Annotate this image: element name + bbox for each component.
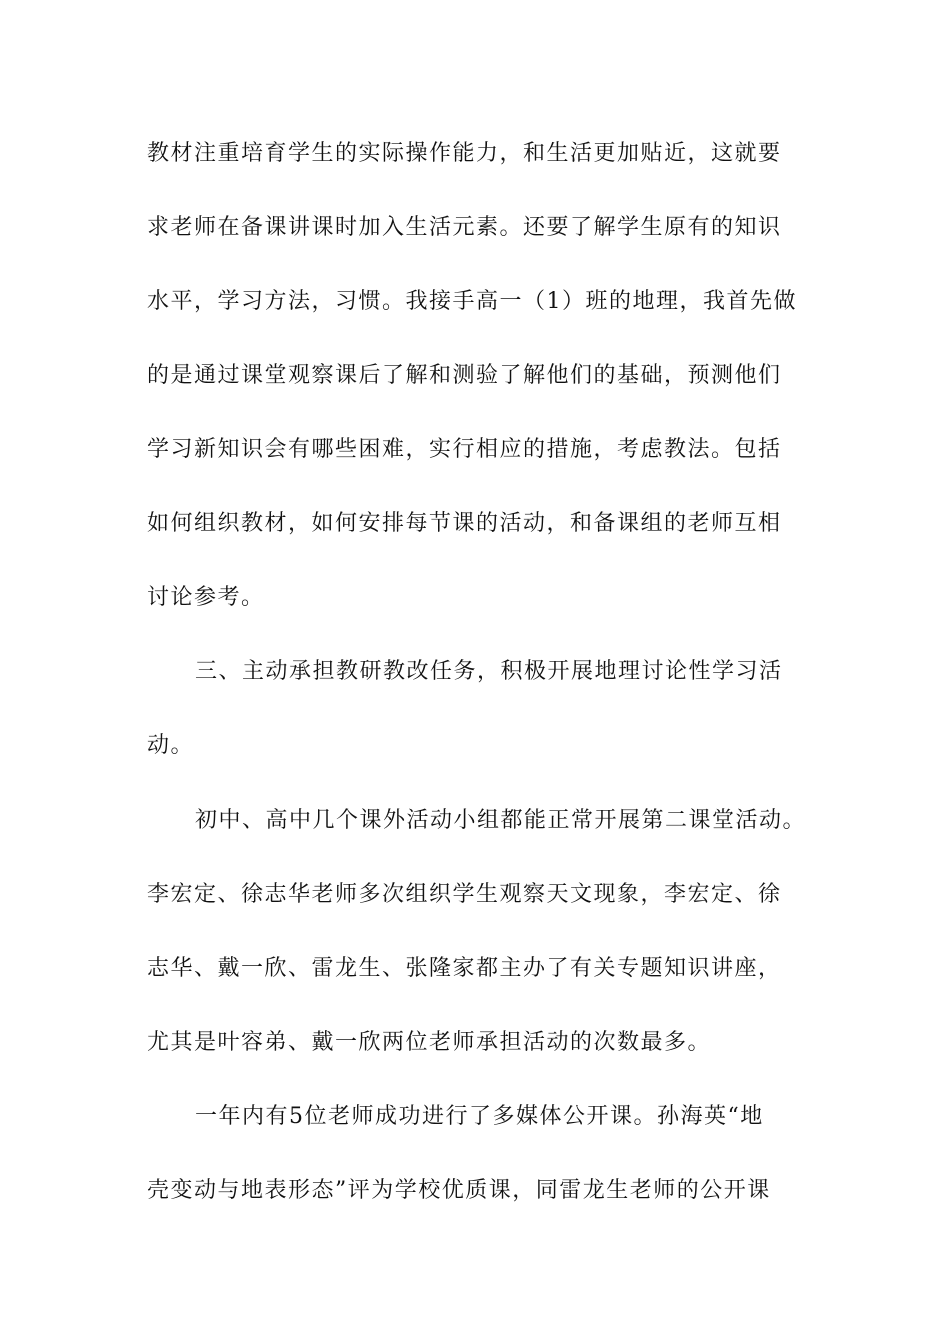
- text-line: 如何组织教材，如何安排每节课的活动，和备课组的老师互相: [147, 511, 782, 536]
- text-line: 学习新知识会有哪些困难，实行相应的措施，考虑教法。包括: [147, 437, 782, 462]
- text-line: 水平，学习方法，习惯。我接手高一（1）班的地理，我首先做: [147, 289, 797, 314]
- text-line: 动。: [147, 733, 195, 758]
- text-line: 志华、戴一欣、雷龙生、张隆家都主办了有关专题知识讲座，: [147, 956, 782, 981]
- text-line: 李宏定、徐志华老师多次组织学生观察天文现象，李宏定、徐: [147, 882, 782, 907]
- text-line: 求老师在备课讲课时加入生活元素。还要了解学生原有的知识: [147, 215, 782, 240]
- text-line: 的是通过课堂观察课后了解和测验了解他们的基础，预测他们: [147, 363, 782, 388]
- text-line: 壳变动与地表形态”评为学校优质课，同雷龙生老师的公开课: [147, 1178, 771, 1203]
- paragraph-start: 初中、高中几个课外活动小组都能正常开展第二课堂活动。: [195, 808, 807, 833]
- text-line: 尤其是叶容弟、戴一欣两位老师承担活动的次数最多。: [147, 1030, 712, 1055]
- section-heading: 三、主动承担教研教改任务，积极开展地理讨论性学习活: [195, 659, 783, 684]
- text-line: 教材注重培育学生的实际操作能力，和生活更加贴近，这就要: [147, 141, 782, 166]
- text-line: 讨论参考。: [147, 585, 265, 610]
- paragraph-start: 一年内有5位老师成功进行了多媒体公开课。孙海英“地: [195, 1104, 764, 1129]
